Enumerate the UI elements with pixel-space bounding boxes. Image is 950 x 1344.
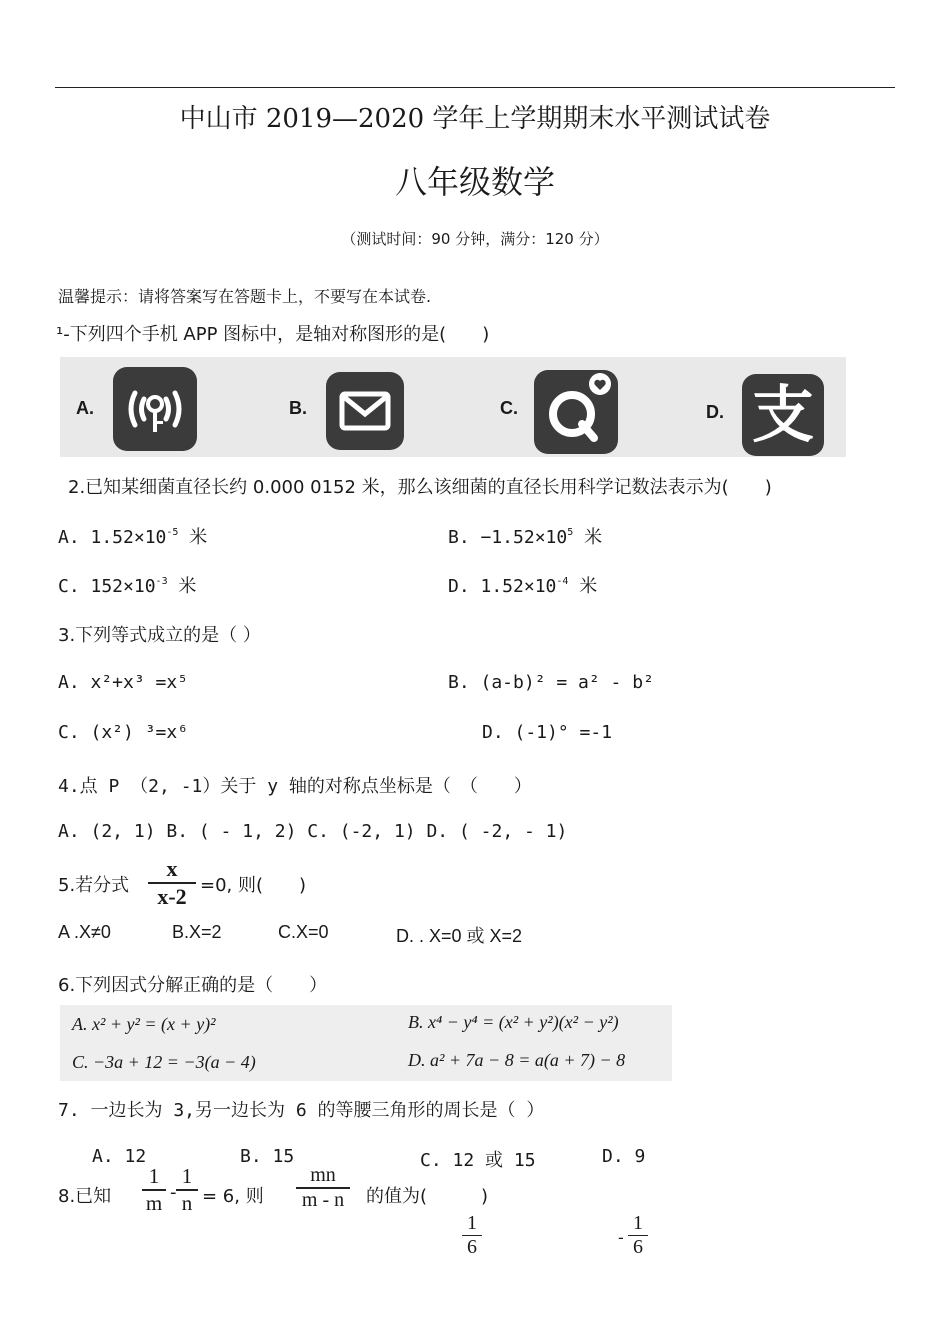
exam-title: 中山市 2019—2020 学年上学期期末水平测试试卷	[179, 104, 771, 134]
q7-option-a: A. 12	[92, 1146, 147, 1167]
q3-option-a: A. x²+x³ =x⁵	[58, 672, 189, 693]
q8-f1-den: m	[145, 1191, 163, 1215]
q5-option-d: D. . X=0 或 X=2	[396, 926, 523, 946]
q8-fraction-3	[296, 1164, 350, 1212]
q8-f2-num: 1	[181, 1164, 193, 1188]
q5-fraction	[148, 856, 196, 910]
q8-optB-num: 1	[633, 1212, 643, 1234]
q6-option-b: B. x⁴ − y⁴ = (x² + y²)(x² − y²)	[408, 1012, 619, 1032]
q8-f3-num: mn	[310, 1164, 336, 1186]
header-rule	[55, 87, 895, 88]
q8-stem-pre: 8.已知	[58, 1186, 112, 1207]
alipay-icon	[742, 374, 824, 456]
q7-option-b: B. 15	[240, 1146, 295, 1167]
q1-option-c-label: C.	[500, 398, 518, 418]
q2-option-d: D. $1.52\times 10^{-4}$ 米	[448, 576, 598, 597]
q5-stem-pre: 5.若分式	[58, 875, 130, 896]
q5-option-b: B.X=2	[172, 922, 222, 942]
q3-option-b: B. (a-b)² = a² - b²	[448, 672, 654, 693]
q8-equals: = 6, 则	[202, 1186, 264, 1207]
q3-stem: 3.下列等式成立的是（ ）	[58, 625, 261, 646]
q7-option-d: D. 9	[602, 1146, 646, 1167]
q6-option-d: D. a² + 7a − 8 = a(a + 7) − 8	[408, 1050, 626, 1070]
q8-fraction-2	[176, 1164, 198, 1216]
q3-option-d: D. (-1)° =-1	[482, 722, 613, 743]
q6-stem: 6.下列因式分解正确的是（ ）	[58, 975, 328, 996]
exam-tip: 温馨提示：请将答案写在答题卡上，不要写在本试卷.	[58, 287, 432, 306]
q1-option-a-label: A.	[76, 398, 94, 418]
q5-option-a: A .X≠0	[58, 922, 111, 942]
q8-optB-den: 6	[633, 1236, 643, 1258]
alipay-glyph: 支	[751, 378, 814, 451]
wifi-key-icon	[113, 367, 197, 451]
q-heart-icon	[534, 370, 618, 454]
q5-denominator: x-2	[157, 884, 187, 909]
q8-fraction-1	[142, 1164, 166, 1216]
q6-option-a: A. x² + y² = (x + y)²	[72, 1014, 216, 1034]
q3-option-c: C. (x²) ³=x⁶	[58, 722, 189, 743]
mail-envelope-icon	[326, 372, 404, 450]
q8-f1-num: 1	[148, 1164, 160, 1188]
q8-f2-den: n	[181, 1191, 193, 1215]
q8-optA-den: 6	[467, 1236, 477, 1258]
q6-option-c: C. −3a + 12 = −3(a − 4)	[72, 1052, 256, 1072]
q8-f3-den: m - n	[301, 1189, 345, 1211]
q5-numerator: x	[166, 856, 178, 881]
q2-option-b: B. $-1.52\times 10^5$ 米	[448, 527, 603, 548]
exam-info: （测试时间：90 分钟，满分：120 分）	[341, 230, 609, 248]
q8-option-b-fraction	[628, 1212, 648, 1259]
q2-stem: 2.已知某细菌直径长约 0.000 0152 米，那么该细菌的直径长用科学记数法表示为( )	[68, 477, 772, 498]
q8-minus: -	[170, 1182, 177, 1203]
q1-option-b-label: B.	[289, 398, 307, 418]
q1-stem: ¹-下列四个手机 APP 图标中，是轴对称图形的是( )	[56, 324, 490, 345]
q2-option-a: A. $1.52\times 10^{-5}$ 米	[58, 527, 208, 548]
q8-option-b-sign: -	[618, 1228, 624, 1247]
q4-stem: 4.点 P （2, -1）关于 y 轴的对称点坐标是（ （ ）	[58, 776, 532, 797]
q5-stem-post: =0, 则( )	[200, 875, 307, 896]
q7-stem: 7. 一边长为 3,另一边长为 6 的等腰三角形的周长是（ ）	[58, 1100, 545, 1121]
q1-option-d-label: D.	[706, 402, 724, 422]
q5-option-c: C.X=0	[278, 922, 329, 942]
q7-option-c: C. 12 或 15	[420, 1150, 536, 1171]
q2-option-c: C. $152\times 10^{-3}$ 米	[58, 576, 197, 597]
q8-optA-num: 1	[467, 1212, 477, 1234]
exam-subtitle: 八年级数学	[394, 163, 555, 201]
q8-stem-post: 的值为( )	[366, 1186, 489, 1207]
q8-option-a-fraction	[462, 1212, 482, 1259]
q4-options: A. (2, 1) B. ( - 1, 2) C. (-2, 1) D. ( -2, - 1)	[58, 821, 568, 842]
